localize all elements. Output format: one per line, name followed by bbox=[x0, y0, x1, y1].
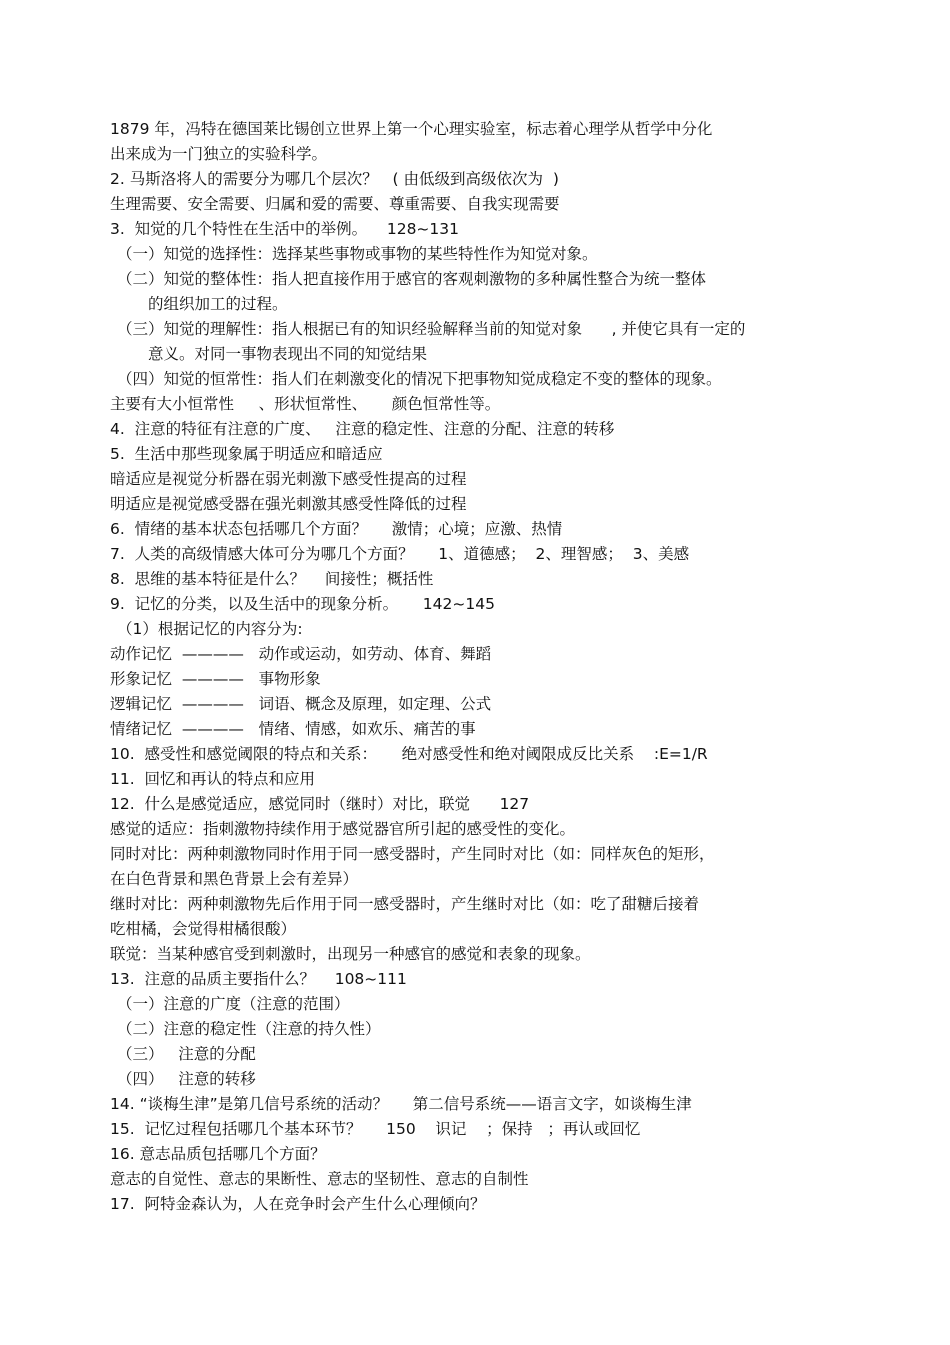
question-16: 16. 意志品质包括哪几个方面？ bbox=[110, 1145, 326, 1163]
answer-line: 暗适应是视觉分析器在弱光刺激下感受性提高的过程 bbox=[110, 470, 467, 488]
answer-line: 生理需要、安全需要、归属和爱的需要、尊重需要、自我实现需要 bbox=[110, 195, 560, 213]
list-item-continuation: 的组织加工的过程。 bbox=[148, 295, 288, 313]
list-item: （三） 注意的分配 bbox=[117, 1045, 256, 1063]
answer-line: 继时对比：两种刺激物先后作用于同一感受器时，产生继时对比（如：吃了甜糖后接着 bbox=[110, 895, 700, 913]
answer-line: 感觉的适应：指刺激物持续作用于感觉器官所引起的感受性的变化。 bbox=[110, 820, 576, 838]
text-line: 主要有大小恒常性 、形状恒常性、 颜色恒常性等。 bbox=[110, 395, 501, 413]
question-15: 15. 记忆过程包括哪几个基本环节？ 150 识记 ；保持 ；再认或回忆 bbox=[110, 1120, 641, 1138]
list-item: （四） 注意的转移 bbox=[117, 1070, 256, 1088]
question-13: 13. 注意的品质主要指什么？ 108~111 bbox=[110, 970, 407, 988]
answer-line: 意志的自觉性、意志的果断性、意志的坚韧性、意志的自制性 bbox=[110, 1170, 529, 1188]
list-item: （二）知觉的整体性：指人把直接作用于感官的客观刺激物的多种属性整合为统一整体 bbox=[117, 270, 707, 288]
question-3: 3. 知觉的几个特性在生活中的举例。 128~131 bbox=[110, 220, 460, 238]
question-14: 14. “谈梅生津”是第几信号系统的活动？ 第二信号系统——语言文字，如谈梅生津 bbox=[110, 1095, 692, 1113]
answer-line: 联觉：当某种感官受到刺激时，出现另一种感官的感觉和表象的现象。 bbox=[110, 945, 591, 963]
list-item: （一）知觉的选择性：选择某些事物或事物的某些特性作为知觉对象。 bbox=[117, 245, 598, 263]
list-item: （一）注意的广度（注意的范围） bbox=[117, 995, 350, 1013]
list-item: （二）注意的稳定性（注意的持久性） bbox=[117, 1020, 381, 1038]
answer-line: 吃柑橘，会觉得柑橘很酸） bbox=[110, 920, 297, 938]
question-2: 2. 马斯洛将人的需要分为哪几个层次？ ( 由低级到高级依次为 ) bbox=[110, 170, 559, 188]
question-6: 6. 情绪的基本状态包括哪几个方面？ 激情；心境；应激、热情 bbox=[110, 520, 563, 538]
answer-line: 同时对比：两种刺激物同时作用于同一感受器时，产生同时对比（如：同样灰色的矩形， bbox=[110, 845, 715, 863]
question-9: 9. 记忆的分类，以及生活中的现象分析。 142~145 bbox=[110, 595, 495, 613]
list-item: （三）知觉的理解性：指人根据已有的知识经验解释当前的知觉对象 , 并使它具有一定的 bbox=[117, 320, 746, 338]
text-line: 出来成为一门独立的实验科学。 bbox=[110, 145, 328, 163]
question-8: 8. 思维的基本特征是什么？ 间接性；概括性 bbox=[110, 570, 434, 588]
answer-line: 在白色背景和黑色背景上会有差异） bbox=[110, 870, 359, 888]
question-11: 11. 回忆和再认的特点和应用 bbox=[110, 770, 316, 788]
text-line: 1879 年，冯特在德国莱比锡创立世界上第一个心理实验室，标志着心理学从哲学中分化 bbox=[110, 120, 713, 138]
memory-type-line: 逻辑记忆 ———— 词语、概念及原理，如定理、公式 bbox=[110, 695, 492, 713]
question-4: 4. 注意的特征有注意的广度、 注意的稳定性、注意的分配、注意的转移 bbox=[110, 420, 615, 438]
question-7: 7. 人类的高级情感大体可分为哪几个方面？ 1、道德感； 2、理智感； 3、美感 bbox=[110, 545, 690, 563]
question-10: 10. 感受性和感觉阈限的特点和关系： 绝对感受性和绝对阈限成反比关系 :E=1/R bbox=[110, 745, 708, 763]
memory-type-line: 情绪记忆 ———— 情绪、情感，如欢乐、痛苦的事 bbox=[110, 720, 476, 738]
memory-type-line: 形象记忆 ———— 事物形象 bbox=[110, 670, 321, 688]
memory-type-line: 动作记忆 ———— 动作或运动，如劳动、体育、舞蹈 bbox=[110, 645, 492, 663]
question-12: 12. 什么是感觉适应，感觉同时（继时）对比，联觉 127 bbox=[110, 795, 530, 813]
list-item-continuation: 意义。对同一事物表现出不同的知觉结果 bbox=[148, 345, 428, 363]
question-5: 5. 生活中那些现象属于明适应和暗适应 bbox=[110, 445, 383, 463]
list-item: （四）知觉的恒常性：指人们在刺激变化的情况下把事物知觉成稳定不变的整体的现象。 bbox=[117, 370, 722, 388]
list-item: （1）根据记忆的内容分为: bbox=[117, 620, 303, 638]
answer-line: 明适应是视觉感受器在强光刺激其感受性降低的过程 bbox=[110, 495, 467, 513]
question-17: 17. 阿特金森认为，人在竞争时会产生什么心理倾向？ bbox=[110, 1195, 486, 1213]
